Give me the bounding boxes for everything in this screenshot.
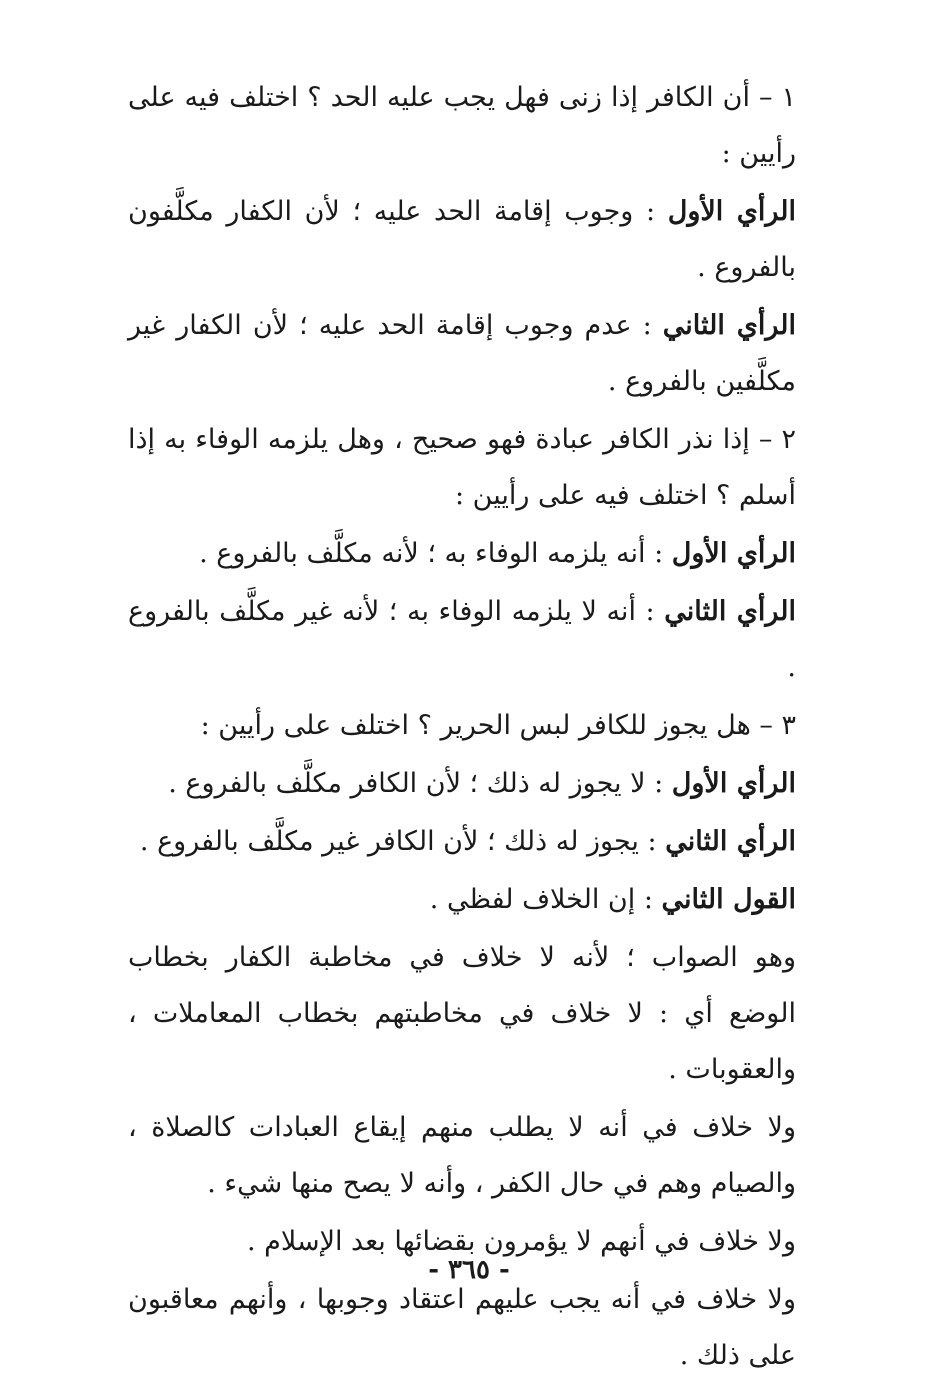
page-number: - ٣٦٥ -	[428, 1255, 510, 1285]
item-text: ٣ – هل يجوز للكافر لبس الحرير ؟ اختلف على رأيين :	[200, 710, 796, 741]
opinion-text: : لا يجوز له ذلك ؛ لأن الكافر مكلَّف بالفروع .	[168, 768, 664, 799]
numbered-item-2	[128, 412, 840, 524]
opinion-label: الرأي الثاني	[662, 310, 796, 341]
page-body	[128, 70, 840, 1386]
paragraph-text: ولا خلاف في أنه لا يطلب منهم إيقاع العبادات كالصلاة ، والصيام وهم في حال الكفر ، وأنه لا يصح منها شيء .	[128, 1112, 796, 1199]
opinion-label: الرأي الثاني	[665, 826, 796, 857]
opinion-text: : أنه يلزمه الوفاء به ؛ لأنه مكلَّف بالفروع .	[199, 538, 664, 569]
body-paragraph-belief	[128, 1272, 840, 1384]
opinion-second-2	[128, 584, 840, 696]
second-saying	[128, 872, 840, 928]
opinion-text: : يجوز له ذلك ؛ لأن الكافر غير مكلَّف بالفروع .	[139, 826, 657, 857]
opinion-label: الرأي الثاني	[664, 596, 797, 627]
opinion-label: الرأي الأول	[671, 768, 796, 799]
opinion-text: : وجوب إقامة الحد عليه ؛ لأن الكفار مكلَّفون بالفروع .	[128, 196, 796, 283]
body-paragraph-correct-view	[128, 930, 840, 1098]
numbered-item-1	[128, 70, 840, 182]
paragraph-text: ولا خلاف في أنهم لا يؤمرون بقضائها بعد الإسلام .	[246, 1226, 796, 1257]
opinion-text: : أنه لا يلزمه الوفاء به ؛ لأنه غير مكلَّف بالفروع .	[128, 596, 796, 683]
opinion-second-3	[128, 814, 840, 870]
opinion-first-1	[128, 184, 840, 296]
opinion-label: الرأي الأول	[667, 196, 796, 227]
opinion-first-3	[128, 756, 840, 812]
opinion-label: الرأي الأول	[671, 538, 796, 569]
paragraph-text: وهو الصواب ؛ لأنه لا خلاف في مخاطبة الكفار بخطاب الوضع أي : لا خلاف في مخاطبتهم بخطاب المعاملات ، والعقوبات .	[128, 942, 796, 1085]
saying-label: القول الثاني	[661, 884, 796, 915]
item-text: ١ – أن الكافر إذا زنى فهل يجب عليه الحد ؟ اختلف فيه على رأيين :	[128, 82, 796, 169]
opinion-second-1	[128, 298, 840, 410]
opinion-text: : عدم وجوب إقامة الحد عليه ؛ لأن الكفار غير مكلَّفين بالفروع .	[128, 310, 796, 397]
opinion-first-2	[128, 526, 840, 582]
paragraph-text: ولا خلاف في أنه يجب عليهم اعتقاد وجوبها ، وأنهم معاقبون على ذلك .	[128, 1284, 796, 1371]
numbered-item-3	[128, 698, 840, 754]
body-paragraph-worship	[128, 1100, 840, 1212]
item-text: ٢ – إذا نذر الكافر عبادة فهو صحيح ، وهل يلزمه الوفاء به إذا أسلم ؟ اختلف فيه على رأيين :	[128, 424, 796, 511]
saying-text: : إن الخلاف لفظي .	[429, 884, 653, 915]
